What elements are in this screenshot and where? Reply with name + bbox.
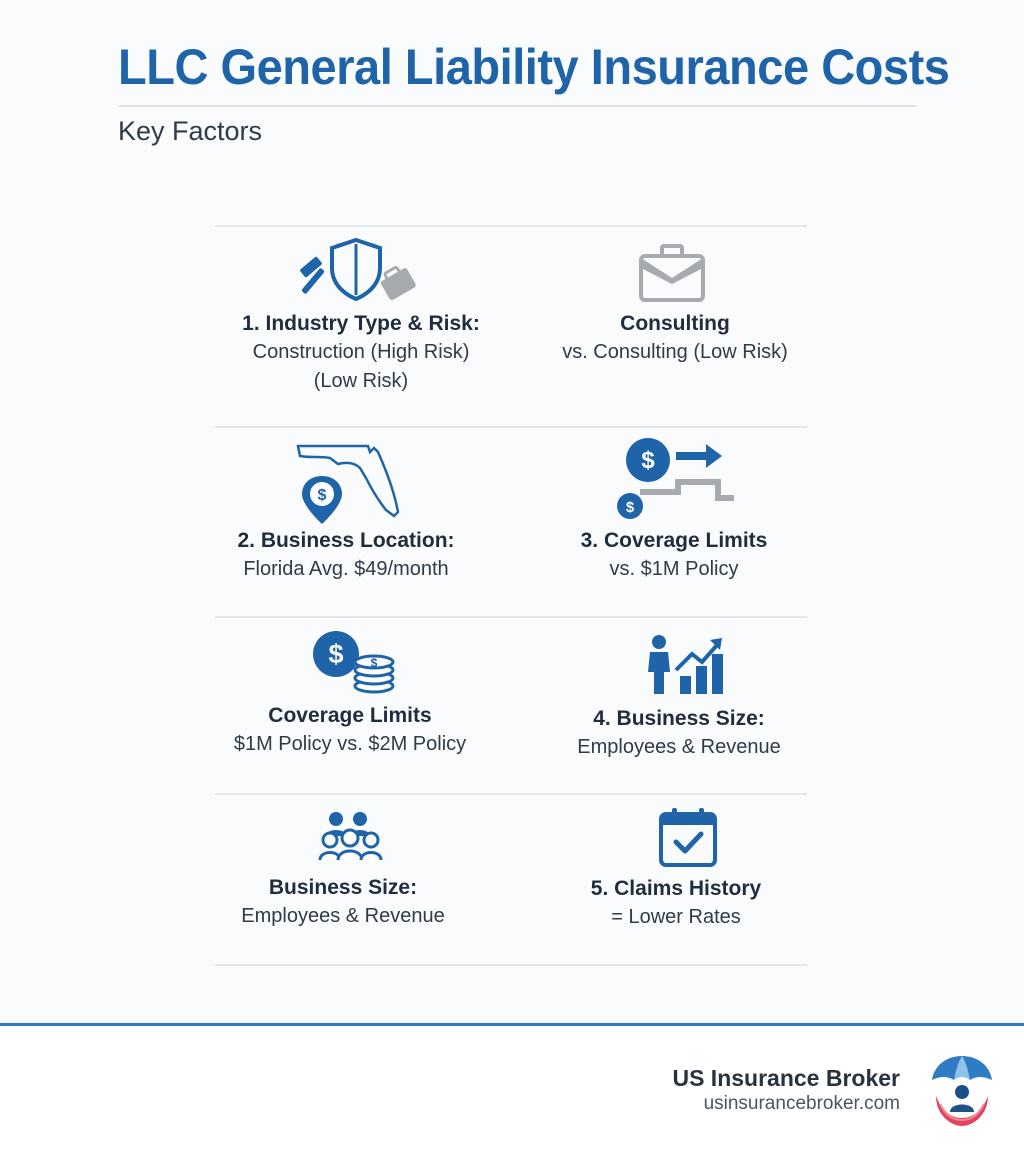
factor-heading: 4. Business Size:	[593, 707, 765, 730]
factor-cell	[525, 309, 825, 367]
briefcase-icon	[638, 244, 706, 304]
svg-text:$: $	[317, 487, 327, 504]
factor-cell	[524, 526, 824, 584]
florida-map-pin-icon	[294, 440, 404, 528]
person-growth-chart-icon	[646, 634, 726, 696]
factor-heading: 2. Business Location:	[237, 529, 455, 552]
factor-heading: Business Size:	[268, 876, 418, 899]
row-divider	[215, 225, 807, 227]
factor-text: Florida Avg. $49/month	[243, 558, 449, 580]
svg-text:$: $	[625, 499, 635, 516]
factor-text: Employees & Revenue	[577, 736, 781, 758]
row-divider	[215, 964, 807, 966]
umbrella-person-logo-icon	[926, 1050, 998, 1130]
row-divider	[215, 793, 807, 795]
factor-cell	[526, 874, 826, 932]
svg-text:$: $	[328, 639, 344, 669]
factor-text: = Lower Rates	[611, 906, 741, 928]
title-divider	[118, 105, 916, 107]
factor-cell	[196, 526, 496, 584]
factor-text: Employees & Revenue	[241, 905, 445, 927]
factor-heading: 1. Industry Type & Risk:	[242, 312, 480, 335]
dollar-arrow-steps-icon	[614, 436, 740, 520]
factor-text: Construction (High Risk)	[252, 341, 470, 363]
svg-text:$: $	[641, 447, 655, 474]
dollar-coins-icon	[312, 630, 398, 694]
factor-cell	[200, 701, 500, 759]
row-divider	[215, 426, 807, 428]
calendar-check-icon	[658, 806, 718, 868]
brand-url[interactable]: usinsurancebroker.com	[703, 1093, 900, 1114]
page-subtitle: Key Factors	[118, 116, 263, 146]
factor-cell	[529, 704, 829, 762]
people-group-icon	[318, 810, 384, 862]
factor-cell	[211, 309, 511, 396]
page-title: LLC General Liability Insurance Costs	[118, 39, 950, 95]
brand-name: US Insurance Broker	[672, 1065, 900, 1091]
factor-heading: 3. Coverage Limits	[580, 529, 768, 552]
factor-text: (Low Risk)	[313, 370, 409, 392]
factor-heading: Consulting	[620, 312, 730, 335]
row-divider	[215, 616, 807, 618]
factor-heading: 5. Claims History	[590, 877, 762, 900]
factor-text: $1M Policy vs. $2M Policy	[233, 733, 467, 755]
hammer-shield-briefcase-icon	[294, 236, 418, 302]
factor-heading: Coverage Limits	[268, 704, 432, 727]
brand-block	[672, 1064, 900, 1116]
footer-divider	[0, 1023, 1024, 1026]
factor-text: vs. $1M Policy	[609, 558, 739, 580]
factor-cell	[193, 873, 493, 931]
factor-text: vs. Consulting (Low Risk)	[562, 341, 788, 363]
svg-text:$: $	[370, 656, 378, 670]
